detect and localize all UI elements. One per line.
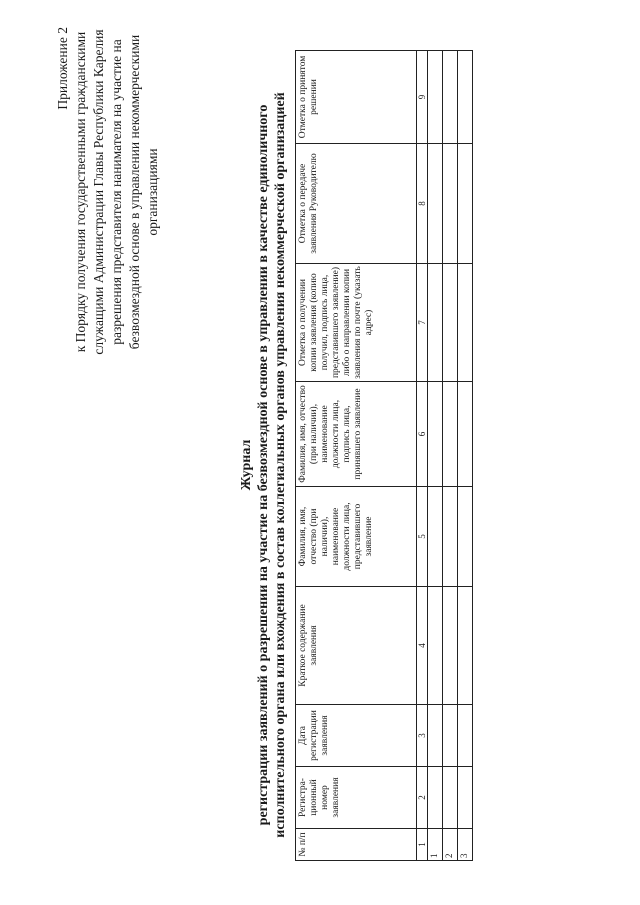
table-cell[interactable] [458,705,473,767]
table-cell[interactable] [458,264,473,382]
table-cell[interactable]: 1 [428,829,443,861]
column-number: 7 [417,264,428,382]
table-cell[interactable]: 2 [443,829,458,861]
table-cell[interactable] [458,587,473,705]
table-row [458,51,473,861]
header-cell: № п/п [296,829,417,861]
table-cell[interactable] [443,144,458,264]
table-cell[interactable] [458,767,473,829]
table-cell[interactable] [443,587,458,705]
journal-subtitle-line: исполнительного органа или вхождения в состав коллегиальных органов управления некоммерческой организацией [273,92,288,838]
header-cell: Отметка о передаче заявления Руководителю [296,144,417,264]
table-cell[interactable] [443,705,458,767]
table-cell[interactable] [443,382,458,487]
table-row [428,51,443,861]
header-cell: Регистра-ционный номер заявления [296,767,417,829]
table-cell[interactable] [428,705,443,767]
column-number: 2 [417,767,428,829]
table-cell[interactable] [458,382,473,487]
table-cell[interactable] [458,51,473,144]
appendix-line: безвозмездной основе в управлении некоммерческими [127,34,142,350]
header-cell: Фамилия, имя, отчество (при наличии), наименование должности лица, подпись лица, принявшего заявление [296,382,417,487]
appendix-line: организациями [145,148,160,236]
table-cell[interactable]: 3 [458,829,473,861]
appendix-line: разрешения представителя нанимателя на участие на [109,39,124,345]
appendix-header [54,27,162,357]
header-cell: Краткое содержание заявления [296,587,417,705]
table-cell[interactable] [443,264,458,382]
table-row [443,51,458,861]
header-cell: Фамилия, имя, отчество (при наличии), наименование должности лица, представившего заявление [296,487,417,587]
table-cell[interactable] [428,264,443,382]
header-row [296,51,417,861]
column-number-row [417,51,428,861]
journal-subtitle-line: регистрации заявлений о разрешении на участие на безвозмездной основе в управлении в качестве единоличного [256,104,271,826]
header-cell: Отметка о принятом решении [296,51,417,144]
header-cell: Отметка о получении копии заявления (копию получил, подпись лица, представившего заявление) либо о направлении копии заявления по почте (указать адрес) [296,264,417,382]
table-cell[interactable] [428,144,443,264]
table-cell[interactable] [428,767,443,829]
column-number: 1 [417,829,428,861]
table-cell[interactable] [443,51,458,144]
journal-title: Журнал [239,439,254,491]
table-cell[interactable] [428,382,443,487]
appendix-line: к Порядку получения государственными гражданскими [73,31,88,353]
appendix-line: служащими Администрации Главы Республики Карелия [91,29,106,355]
journal-table [295,50,473,861]
table-cell[interactable] [458,487,473,587]
journal-title-block [238,65,289,865]
table-cell[interactable] [458,144,473,264]
header-cell: Дата регистрации заявления [296,705,417,767]
table-cell[interactable] [443,487,458,587]
column-number: 6 [417,382,428,487]
table-cell[interactable] [428,51,443,144]
column-number: 3 [417,705,428,767]
column-number: 9 [417,51,428,144]
column-number: 4 [417,587,428,705]
table-cell[interactable] [443,767,458,829]
column-number: 8 [417,144,428,264]
table-cell[interactable] [428,487,443,587]
column-number: 5 [417,487,428,587]
table-cell[interactable] [428,587,443,705]
appendix-title: Приложение 2 [55,27,70,110]
